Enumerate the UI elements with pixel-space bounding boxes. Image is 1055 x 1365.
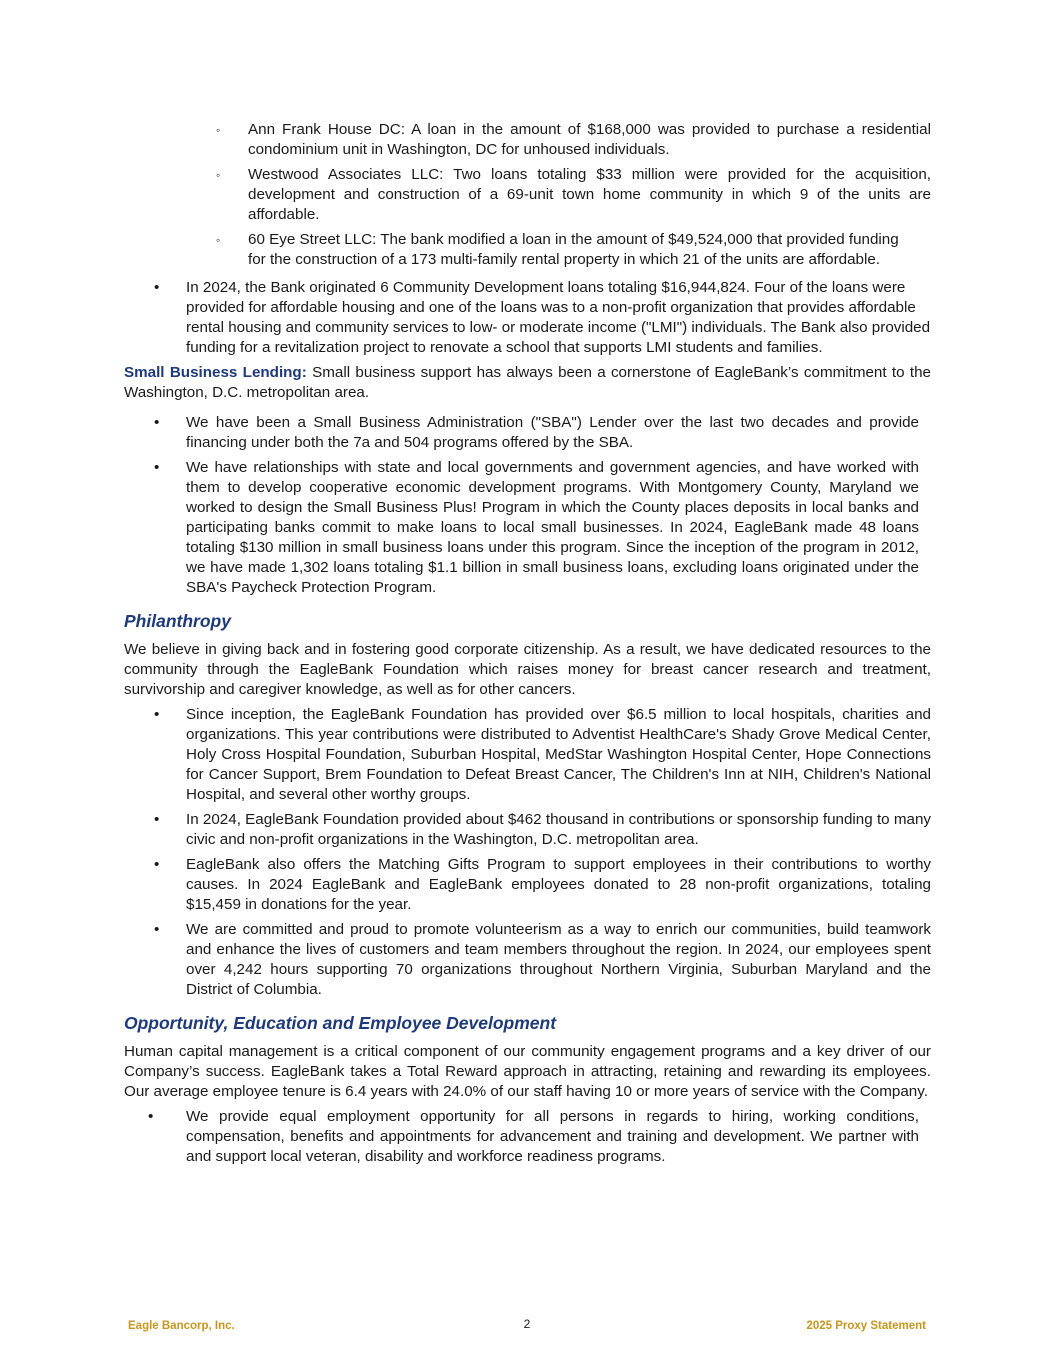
list-item-text: Westwood Associates LLC: Two loans totaling $33 million were provided for the acquisition, development and construction of a 69-unit town home community in which 9 of the units are affordable. — [248, 166, 931, 223]
community-development-summary — [124, 278, 931, 358]
bullet-icon: • — [154, 921, 160, 938]
list-item-text: We have relationships with state and local governments and government agencies, and have worked with them to develop cooperative economic development programs. With Montgomery County, Maryland we worked to design the Small Business Plus! Program in which the County places deposits in local banks and participating banks commit to make loans to local small businesses. In 2024, EagleBank made 48 loans totaling $130 million in small business loans under this program. Since the inception of the program in 2012, we have made 1,302 loans totaling $1.1 billion in small business loans, excluding loans originated under the SBA's Paycheck Protection Program. — [186, 459, 919, 596]
community-development-loan-list — [216, 120, 931, 270]
hollow-bullet-icon: ◦ — [216, 168, 221, 182]
philanthropy-intro: We believe in giving back and in fostering good corporate citizenship. As a result, we have dedicated resources to the community through the EagleBank Foundation which raises money for breast cancer research and treatment, survivorship and caregiver knowledge, as well as for other cancers. — [124, 641, 931, 698]
bullet-icon: • — [154, 856, 160, 873]
list-item-text: In 2024, EagleBank Foundation provided about $462 thousand in contributions or sponsorship funding to many civic and non-profit organizations in the Washington, D.C. metropolitan area. — [186, 811, 931, 848]
list-item-text: We provide equal employment opportunity for all persons in regards to hiring, working conditions, compensation, benefits and appointments for advancement and training and development. We partner with and support local veteran, disability and workforce readiness programs. — [186, 1108, 919, 1165]
list-item — [124, 920, 931, 1000]
opportunity-heading: Opportunity, Education and Employee Development — [124, 1013, 557, 1033]
list-item-text: Ann Frank House DC: A loan in the amount of $168,000 was provided to purchase a residential condominium unit in Washington, DC for unhoused individuals. — [248, 121, 931, 158]
footer-company: Eagle Bancorp, Inc. — [128, 1320, 235, 1332]
bullet-icon: • — [154, 279, 160, 296]
bullet-icon: • — [148, 1108, 154, 1125]
list-item — [124, 705, 931, 805]
bullet-icon: • — [154, 459, 160, 476]
page-content — [124, 120, 931, 1172]
hollow-bullet-icon: ◦ — [216, 123, 221, 137]
list-item-text: We are committed and proud to promote volunteerism as a way to enrich our communities, build teamwork and enhance the lives of customers and team members throughout the region. In 2024, our employees spent over 4,242 hours supporting 70 organizations throughout Northern Virginia, Suburban Maryland and the District of Columbia. — [186, 921, 931, 998]
list-item — [216, 120, 931, 160]
philanthropy-list — [124, 705, 931, 1000]
opportunity-list — [124, 1107, 931, 1167]
list-item — [216, 230, 931, 270]
list-item — [124, 855, 931, 915]
small-business-text: Small business support has always been a cornerstone of EagleBank’s commitment to the Washington, D.C. metropolitan area. — [124, 364, 931, 401]
list-item — [124, 413, 931, 453]
bullet-icon: • — [154, 811, 160, 828]
list-item-text: We have been a Small Business Administration ("SBA") Lender over the last two decades and provide financing under both the 7a and 504 programs offered by the SBA. — [186, 414, 919, 451]
small-business-label: Small Business Lending: — [124, 364, 307, 381]
hollow-bullet-icon: ◦ — [216, 233, 221, 247]
page-number: 2 — [523, 1317, 531, 1331]
list-item-text: 60 Eye Street LLC: The bank modified a loan in the amount of $49,524,000 that provided funding for the construction of a 173 multi-family rental property in which 21 of the units are affordable. — [248, 231, 899, 268]
list-item — [124, 1107, 931, 1167]
small-business-list — [124, 413, 931, 598]
small-business-paragraph — [124, 363, 931, 403]
list-item-text: In 2024, the Bank originated 6 Community Development loans totaling $16,944,824. Four of the loans were provided for affordable housing and one of the loans was to a non-profit organization that provides affordable rental housing and community services to low- or moderate income ("LMI") individuals. The Bank also provided funding for a revitalization project to renovate a school that supports LMI students and families. — [186, 279, 931, 356]
list-item-text: EagleBank also offers the Matching Gifts Program to support employees in their contributions to worthy causes. In 2024 EagleBank and EagleBank employees donated to 28 non-profit organizations, totaling $15,459 in donations for the year. — [186, 856, 931, 913]
philanthropy-heading: Philanthropy — [124, 611, 231, 631]
opportunity-intro: Human capital management is a critical component of our community engagement programs and a key driver of our Company’s success. EagleBank takes a Total Reward approach in attracting, retaining and rewarding its employees. Our average employee tenure is 6.4 years with 24.0% of our staff having 10 or more years of service with the Company. — [124, 1043, 931, 1100]
page-footer — [128, 1316, 926, 1332]
bullet-icon: • — [154, 706, 160, 723]
list-item-text: Since inception, the EagleBank Foundation has provided over $6.5 million to local hospitals, charities and organizations. This year contributions were distributed to Adventist HealthCare's Shady Grove Medical Center, Holy Cross Hospital Foundation, Suburban Hospital, MedStar Washington Hospital Center, Hope Connections for Cancer Support, Brem Foundation to Defeat Breast Cancer, The Children's Inn at NIH, Children's National Hospital, and several other worthy groups. — [186, 706, 931, 803]
list-item — [124, 278, 931, 358]
list-item — [124, 810, 931, 850]
list-item — [216, 165, 931, 225]
footer-document-title: 2025 Proxy Statement — [806, 1320, 926, 1332]
list-item — [124, 458, 931, 598]
bullet-icon: • — [154, 414, 160, 431]
